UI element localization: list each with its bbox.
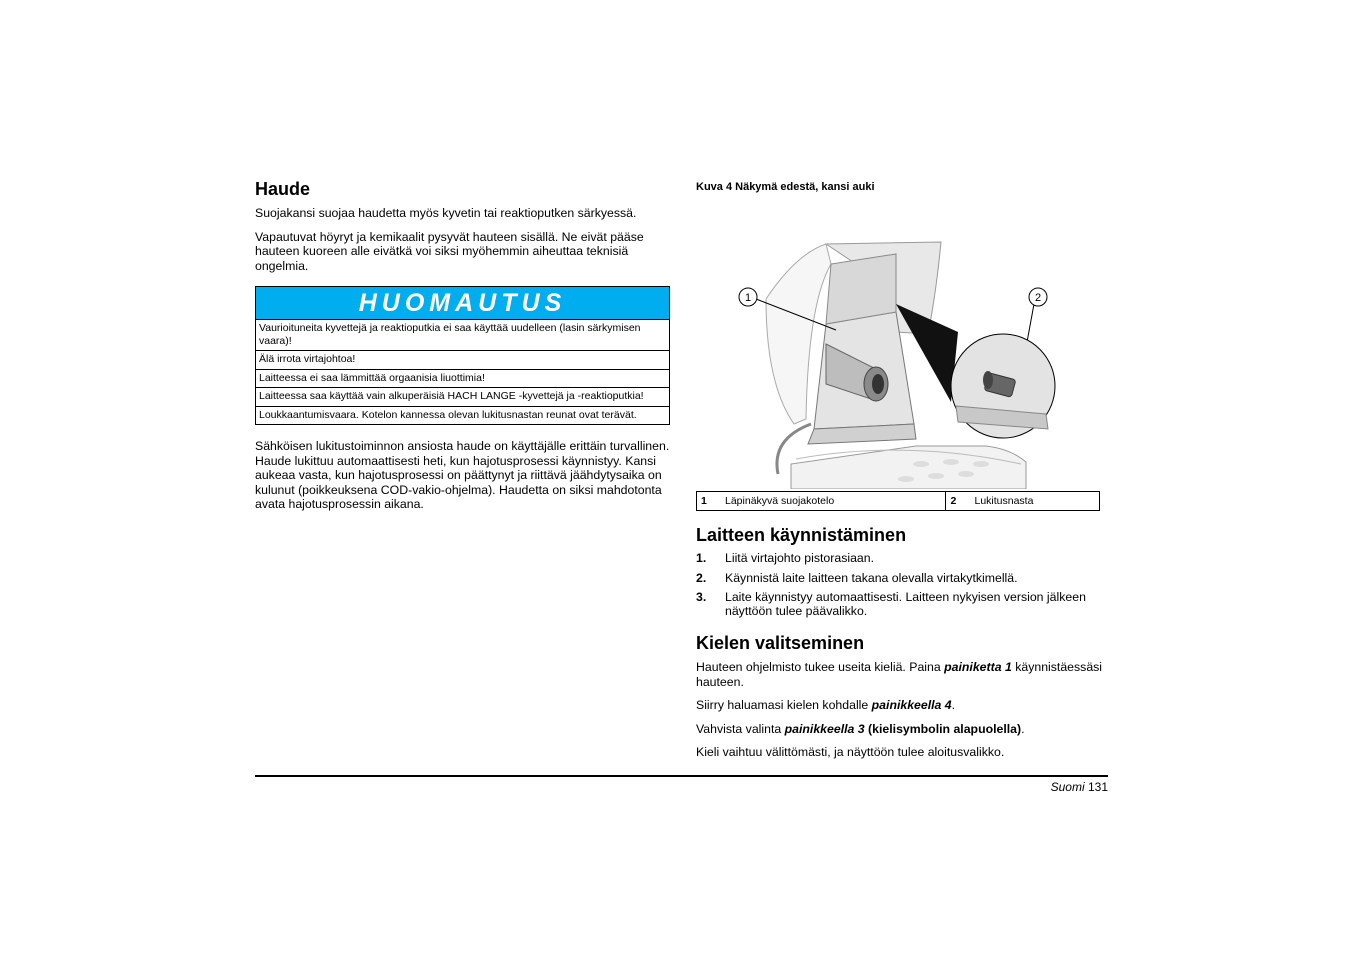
- callout-2: 2: [1034, 292, 1042, 304]
- right-column: [696, 178, 1108, 769]
- legend-label: Lukitusnasta: [970, 492, 1099, 511]
- notice-title: HUOMAUTUS: [256, 287, 669, 320]
- language-paragraph-4: Kieli vaihtuu välittömästi, ja näyttöön tulee aloitusvalikko.: [696, 745, 1005, 759]
- notice-box: [255, 286, 670, 425]
- list-item: 2. Käynnistä laite laitteen takana olevalla virtakytkimellä.: [696, 570, 1018, 585]
- list-item: 3. Laite käynnistyy automaattisesti. Laitteen nykyisen version jälkeen näyttöön tulee päävalikko.: [696, 590, 1086, 618]
- legend-label: Läpinäkyvä suojakotelo: [721, 492, 946, 511]
- figure-caption: Kuva 4 Näkymä edestä, kansi auki: [696, 181, 875, 193]
- language-paragraph-1: Hauteen ohjelmisto tukee useita kieliä. Paina painiketta 1 käynnistäessäsi hauteen.: [696, 660, 1103, 689]
- language-heading: Kielen valitseminen: [696, 633, 865, 653]
- haude-paragraph-2: Vapautuvat höyryt ja kemikaalit pysyvät hauteen sisällä. Ne eivät pääse hauteen kuoreen alle eivätkä voi siksi myöhemmin aiheuttaa teknisiä ongelmia.: [255, 229, 644, 273]
- haude-heading: Haude: [255, 179, 311, 199]
- notice-item: Vaurioituneita kyvettejä ja reaktioputkia ei saa käyttää uudelleen (lasin särkymisen vaara)!: [256, 320, 669, 351]
- footer-language: Suomi: [1050, 780, 1085, 794]
- page-number: 131: [1087, 780, 1108, 794]
- locking-paragraph: Sähköisen lukitustoiminnon ansiosta haude on käyttäjälle erittäin turvallinen. Haude lukittuu automaattisesti heti, kun hajotusprosessi käynnistyy. Kansi aukeaa vasta, kun hajotusprosessi on päättynyt ja riittävä jäähdytysaika on kulunut (poikkeuksena COD-vakio-ohjelma). Haudetta on siksi mahdotonta avata hajotusprosessin aikana.: [255, 439, 670, 511]
- notice-item: Loukkaantumisvaara. Kotelon kannessa olevan lukitusnastan reunat ovat terävät.: [259, 408, 637, 421]
- list-item: 1. Liitä virtajohto pistorasiaan.: [696, 551, 875, 565]
- notice-item: Laitteessa ei saa lämmittää orgaanisia liuottimia!: [256, 370, 669, 389]
- left-column: [255, 178, 670, 521]
- startup-heading: Laitteen käynnistäminen: [696, 525, 907, 545]
- language-paragraph-2: Siirry haluamasi kielen kohdalle painikkeella 4.: [696, 698, 956, 712]
- legend-number: 2: [946, 492, 971, 511]
- startup-steps: [696, 552, 1108, 618]
- notice-item: Laitteessa saa käyttää vain alkuperäisiä HACH LANGE -kyvettejä ja -reaktioputkia!: [256, 388, 669, 407]
- device-figure: [696, 224, 1100, 489]
- device-illustration: [696, 224, 1100, 489]
- page-footer: [1051, 780, 1108, 794]
- figure-legend: [696, 491, 1100, 511]
- legend-number: 1: [697, 492, 722, 511]
- language-paragraph-3: Vahvista valinta painikkeella 3 (kielisymbolin alapuolella).: [696, 721, 1025, 736]
- notice-item: Älä irrota virtajohtoa!: [256, 351, 669, 370]
- callout-1: 1: [744, 292, 752, 304]
- footer-rule: [255, 775, 1108, 777]
- haude-paragraph-1: Suojakansi suojaa haudetta myös kyvetin tai reaktioputken särkyessä.: [255, 206, 637, 220]
